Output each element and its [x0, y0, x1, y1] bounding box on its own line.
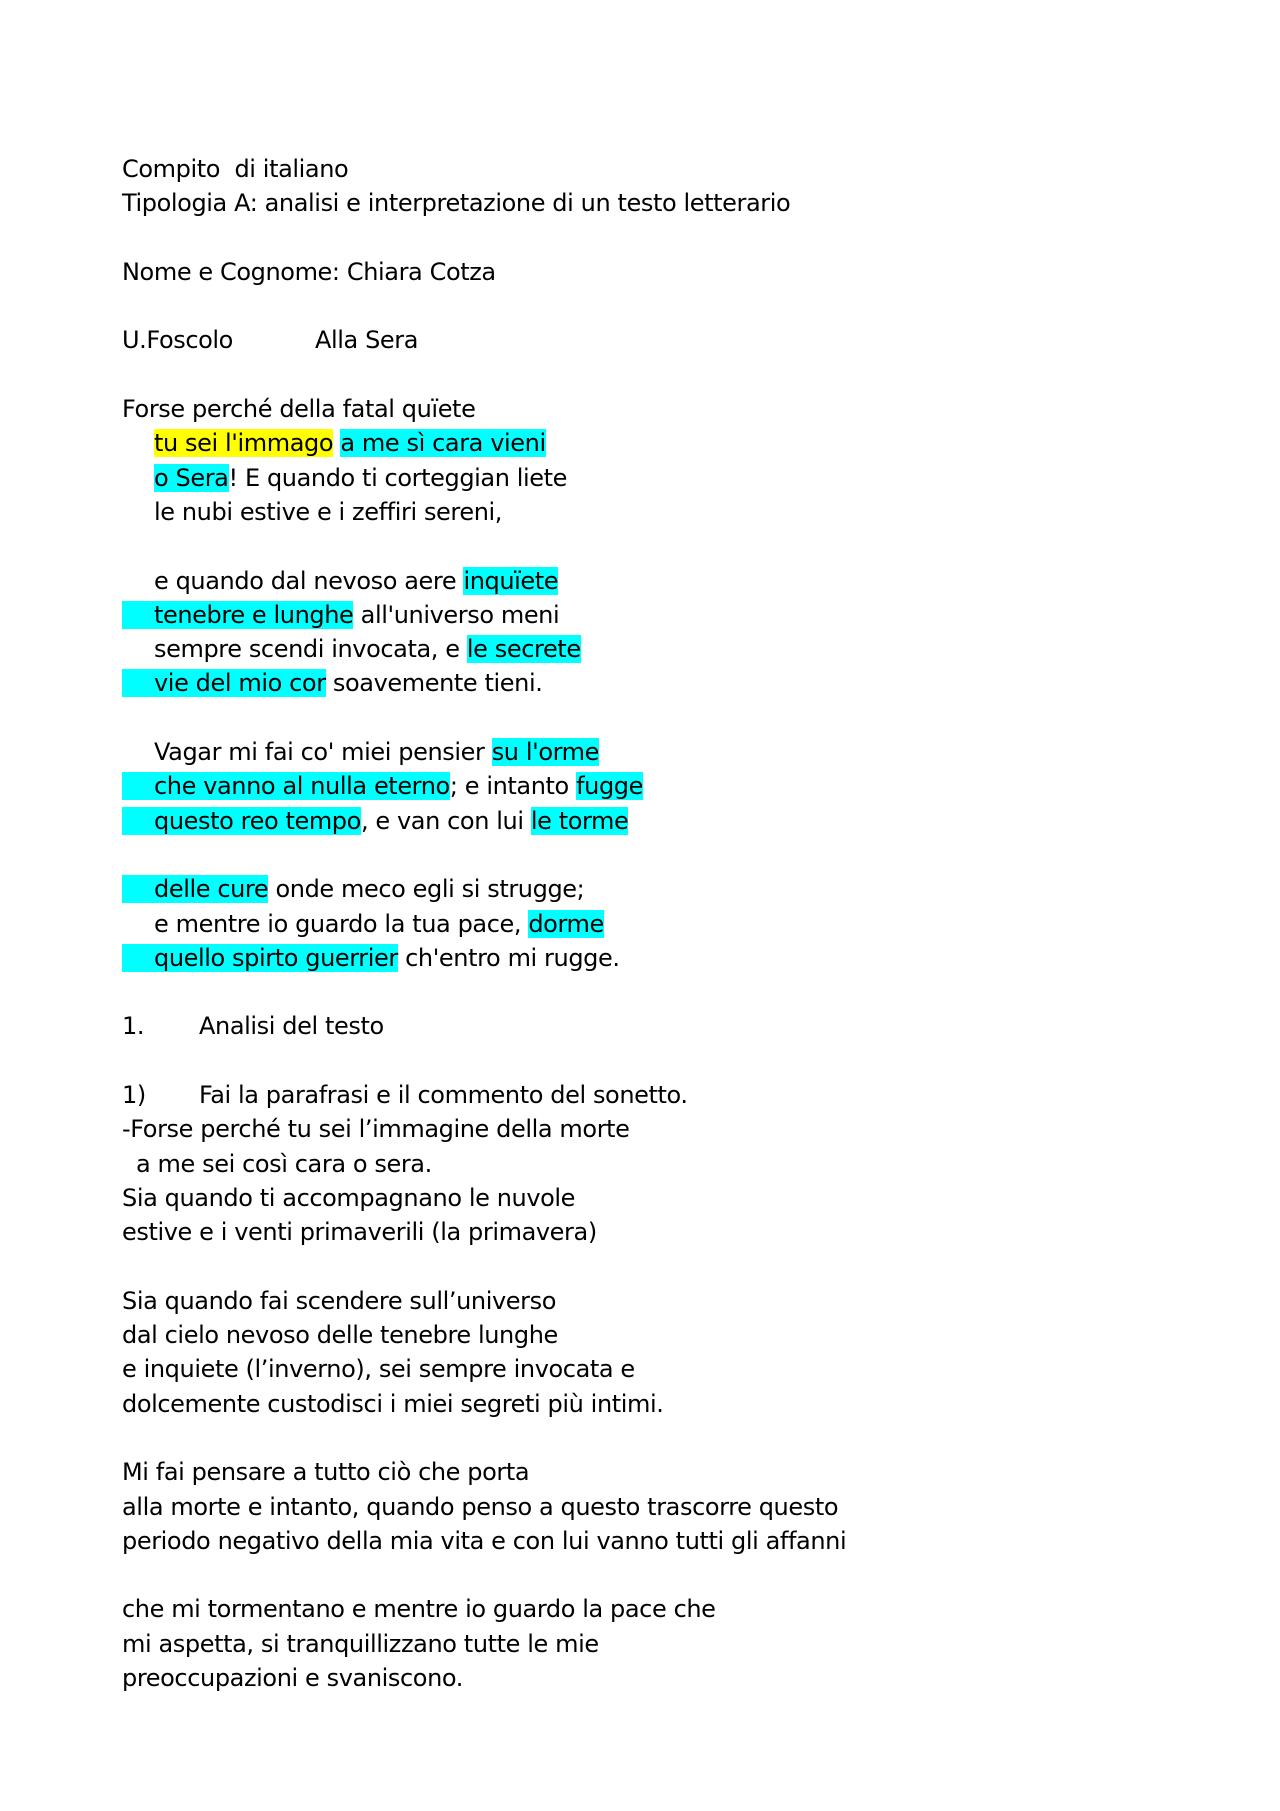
paraphrase-line: e inquiete (l’inverno), sei sempre invocata e [122, 1355, 635, 1384]
paraphrase-line: alla morte e intanto, quando penso a questo trascorre questo [122, 1492, 839, 1521]
spacer [122, 1558, 1172, 1592]
paraphrase-line: Sia quando fai scendere sull’universo [122, 1286, 557, 1315]
paraphrase-line: periodo negativo della mia vita e con lui vanno tutti gli affanni [122, 1526, 847, 1555]
highlight-cyan: o Sera [154, 463, 229, 492]
highlight-cyan: fugge [576, 772, 643, 801]
poem-text: soavemente tieni. [325, 669, 543, 698]
poem-text: ; e intanto [449, 772, 577, 801]
poem-line [122, 666, 1172, 700]
poem-text: Vagar mi fai co' miei pensier [154, 738, 492, 767]
spacer [122, 358, 1172, 392]
spacer [122, 529, 1172, 563]
highlight-cyan: le secrete [466, 635, 581, 664]
poem-text: , e van con lui [360, 806, 531, 835]
poem-author: U.Foscolo [122, 326, 233, 355]
highlight-cyan: delle cure [154, 875, 269, 904]
spacer [122, 1250, 1172, 1284]
spacer [122, 221, 1172, 255]
paraphrase-line: estive e i venti primaverili (la primavera) [122, 1218, 597, 1247]
spacer [122, 289, 1172, 323]
highlight-cyan: che vanno al nulla eterno [154, 772, 450, 801]
poem-line: Forse perché della fatal quïete [122, 395, 476, 424]
question-text: Fai la parafrasi e il commento del sonetto. [199, 1081, 688, 1110]
highlight-cyan: tenebre e lunghe [154, 600, 354, 629]
paraphrase-line: Sia quando ti accompagnano le nuvole [122, 1183, 576, 1212]
highlight-cyan: inquïete [463, 566, 559, 595]
doc-title: Compito di italiano [122, 155, 349, 183]
poem-line [122, 769, 1172, 803]
highlight-cyan: quello spirto guerrier [154, 943, 398, 972]
poem-line [122, 907, 1172, 941]
poem-line [122, 426, 1172, 460]
section-number: 1. [122, 1012, 145, 1041]
highlight-yellow: tu sei l'immago [154, 429, 334, 458]
spacer [122, 838, 1172, 872]
paraphrase-line: che mi tormentano e mentre io guardo la pace che [122, 1595, 716, 1624]
poem-line [122, 598, 1172, 632]
paraphrase-line: Mi fai pensare a tutto ciò che porta [122, 1458, 530, 1487]
highlight-cyan: dorme [528, 909, 604, 938]
paraphrase-text: a me sei così cara o sera. [136, 1149, 432, 1178]
question-number: 1) [122, 1081, 146, 1110]
section-title: Analisi del testo [199, 1012, 384, 1041]
poem-text: onde meco egli si strugge; [268, 875, 585, 904]
poem-title: Alla Sera [315, 326, 419, 355]
poem-text: ch'entro mi rugge. [397, 943, 620, 972]
poem-line [122, 804, 1172, 838]
highlight-cyan: vie del mio cor [154, 669, 326, 698]
spacer [122, 701, 1172, 735]
poem-line [122, 495, 1172, 529]
poem-line [122, 941, 1172, 975]
paraphrase-line: preoccupazioni e svaniscono. [122, 1664, 463, 1693]
poem-line [122, 632, 1172, 666]
highlight-cyan: le torme [530, 806, 629, 835]
document-page [122, 152, 1172, 1695]
student-name: Nome e Cognome: Chiara Cotza [122, 257, 496, 286]
poem-line [122, 735, 1172, 769]
poem-text: e mentre io guardo la tua pace, [154, 909, 529, 938]
spacer [122, 975, 1172, 1009]
paraphrase-line [122, 1147, 1172, 1181]
paraphrase-line: mi aspetta, si tranquillizzano tutte le mie [122, 1629, 599, 1658]
section-heading [122, 1009, 1172, 1043]
spacer [122, 1421, 1172, 1455]
question-line [122, 1078, 1172, 1112]
doc-subtitle: Tipologia A: analisi e interpretazione di un testo letterario [122, 189, 791, 218]
highlight-cyan: su l'orme [491, 738, 599, 767]
poem-text: ! E quando ti corteggian liete [228, 463, 568, 492]
poem-text: sempre scendi invocata, e [154, 635, 467, 664]
poem-text: e quando dal nevoso aere [154, 566, 464, 595]
poem-line [122, 461, 1172, 495]
poem-line [122, 872, 1172, 906]
spacer [122, 1044, 1172, 1078]
author-title-line [122, 323, 1172, 357]
poem-text: all'universo meni [353, 600, 560, 629]
poem-line [122, 564, 1172, 598]
highlight-cyan: questo reo tempo [154, 806, 361, 835]
poem-text: le nubi estive e i zeffiri sereni, [154, 497, 503, 526]
highlight-cyan: a me sì cara vieni [340, 429, 546, 458]
paraphrase-line: dolcemente custodisci i miei segreti più intimi. [122, 1389, 664, 1418]
paraphrase-line: dal cielo nevoso delle tenebre lunghe [122, 1321, 558, 1350]
paraphrase-line: -Forse perché tu sei l’immagine della morte [122, 1115, 630, 1144]
